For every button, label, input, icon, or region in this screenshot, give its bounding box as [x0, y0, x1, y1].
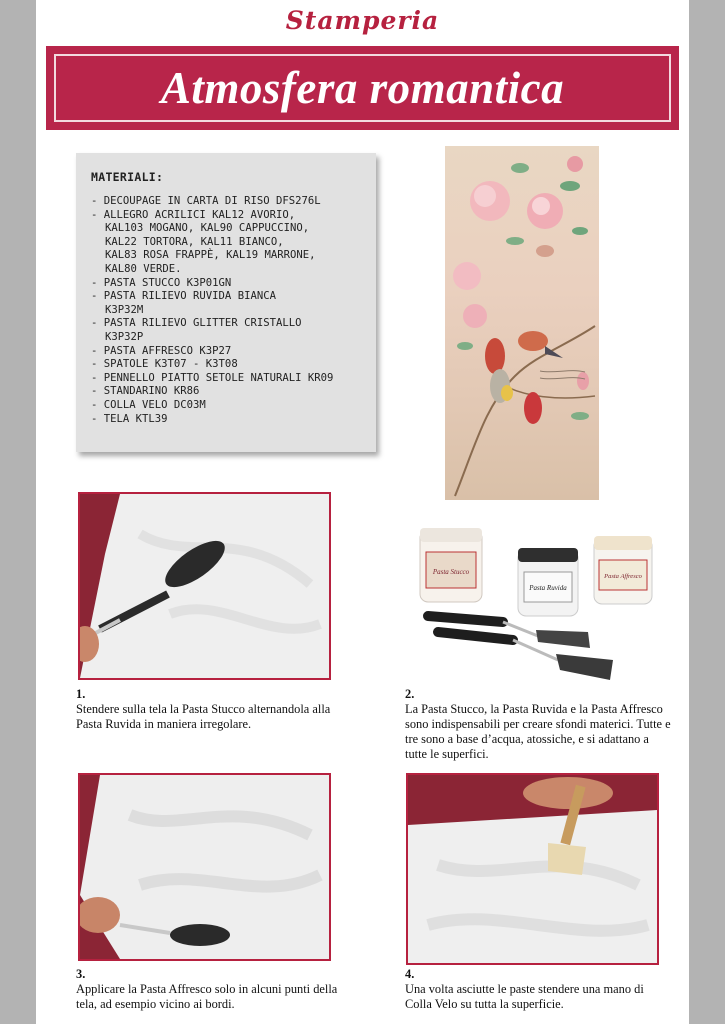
step-4-caption	[405, 967, 671, 1012]
material-item: - PASTA STUCCO K3P01GN	[91, 276, 232, 289]
step-3-text: Applicare la Pasta Affresco solo in alcuni punti della tela, ad esempio vicino ai bordi.	[76, 982, 338, 1011]
page-title: Atmosfera romantica	[160, 63, 565, 113]
step-1-photo	[78, 492, 331, 680]
title-banner	[46, 46, 679, 130]
jar-label-ruvida: Pasta Ruvida	[529, 584, 567, 592]
material-item: - ALLEGRO ACRILICI KAL12 AVORIO, KAL103 MOGANO, KAL90 CAPPUCCINO, KAL22 TORTORA, KAL11 BIANCO, KAL83 ROSA FRAPPÈ, KAL19 MARRONE, KAL80 VERDE.	[91, 208, 316, 275]
step-1-number: 1.	[76, 687, 86, 701]
step-3-caption	[76, 967, 338, 1012]
finished-painting-image	[445, 146, 599, 500]
material-item: - COLLA VELO DC03M	[91, 398, 206, 411]
step-1-caption	[76, 687, 338, 732]
step-4-text: Una volta asciutte le paste stendere una mano di Colla Velo su tutta la superficie.	[405, 982, 644, 1011]
step-2-text: La Pasta Stucco, la Pasta Ruvida e la Pasta Affresco sono indispensabili per creare sfondi materici. Tutte e tre sono a base d’acqua, atossiche, e si adattano a tutte le superfici.	[405, 702, 671, 761]
step-3-photo	[78, 773, 331, 961]
step-2-caption	[405, 687, 671, 762]
jar-label-stucco: Pasta Stucco	[432, 568, 470, 576]
step-3-number: 3.	[76, 967, 86, 981]
material-item: - STANDARINO KR86	[91, 385, 200, 398]
brand-logo: Stamperia	[285, 6, 440, 35]
step-4-number: 4.	[405, 967, 415, 981]
materials-box	[76, 153, 376, 452]
materials-list	[91, 195, 362, 426]
material-item: - PASTA RILIEVO GLITTER CRISTALLO K3P32P	[91, 317, 302, 343]
step-2-number: 2.	[405, 687, 415, 701]
material-item: - PASTA AFFRESCO K3P27	[91, 344, 232, 357]
page	[36, 0, 689, 1024]
material-item: - TELA KTL39	[91, 412, 168, 425]
step-2-photo	[388, 520, 663, 692]
material-item: - PENNELLO PIATTO SETOLE NATURALI KR09	[91, 371, 334, 384]
step-1-text: Stendere sulla tela la Pasta Stucco alternandola alla Pasta Ruvida in maniera irregolare.	[76, 702, 331, 731]
title-frame	[54, 54, 671, 122]
step-4-photo	[406, 773, 659, 965]
materials-heading: MATERIALI:	[91, 170, 164, 184]
material-item: - SPATOLE K3T07 - K3T08	[91, 358, 238, 371]
jar-label-affresco: Pasta Affresco	[604, 573, 642, 580]
material-item: - DECOUPAGE IN CARTA DI RISO DFS276L	[91, 195, 321, 207]
material-item: - PASTA RILIEVO RUVIDA BIANCA K3P32M	[91, 290, 276, 316]
